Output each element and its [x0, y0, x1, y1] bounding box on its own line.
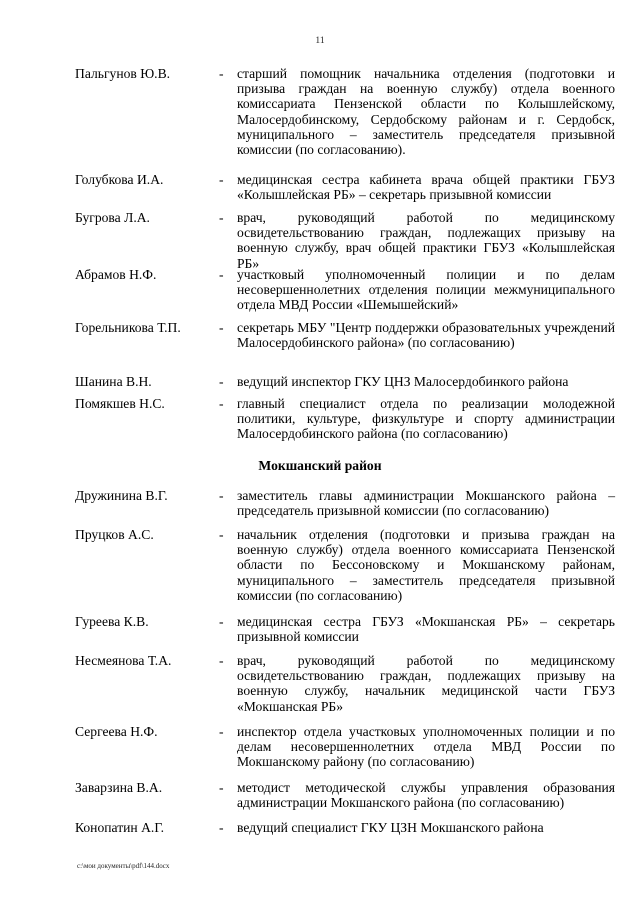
- dash-separator: -: [219, 172, 224, 187]
- person-name: Дружинина В.Г.: [75, 488, 168, 503]
- dash-separator: -: [219, 396, 224, 411]
- person-name: Заварзина В.А.: [75, 780, 163, 795]
- person-role: ведущий специалист ГКУ ЦЗН Мокшанского района: [237, 820, 544, 835]
- person-name: Абрамов Н.Ф.: [75, 267, 157, 282]
- person-name: Голубкова И.А.: [75, 172, 164, 187]
- person-role: начальник отделения (подготовки и призыва граждан на военную службу) отдела военного комиссариата Пензенской области по Бессоновскому и Мокшанскому районам, муниципального – заместитель председателя призывной комиссии (по согласованию): [237, 527, 615, 603]
- person-role: участковый уполномоченный полиции и по делам несовершеннолетних отделения полиции межмуниципального отдела МВД России «Шемышейский»: [237, 267, 615, 313]
- dash-separator: -: [219, 820, 224, 835]
- person-role: инспектор отдела участковых уполномоченных полиции и по делам несовершеннолетних отдела МВД России по Мокшанскому району (по согласованию): [237, 724, 615, 770]
- person-role: методист методической службы управления образования администрации Мокшанского района (по согласованию): [237, 780, 615, 811]
- person-role: заместитель главы администрации Мокшанского района – председатель призывной комиссии (по согласованию): [237, 488, 615, 519]
- person-name: Гуреева К.В.: [75, 614, 149, 629]
- person-name: Бугрова Л.А.: [75, 210, 150, 225]
- dash-separator: -: [219, 724, 224, 739]
- person-role: секретарь МБУ "Центр поддержки образовательных учреждений Малосердобинского района» (по согласованию): [237, 320, 615, 351]
- person-role: главный специалист отдела по реализации молодежной политики, культуре, физкультуре и спорту администрации Малосердобинского района (по согласованию): [237, 396, 615, 442]
- person-name: Конопатин А.Г.: [75, 820, 165, 835]
- dash-separator: -: [219, 780, 224, 795]
- person-name: Сергеева Н.Ф.: [75, 724, 158, 739]
- dash-separator: -: [219, 66, 224, 81]
- dash-separator: -: [219, 614, 224, 629]
- person-name: Несмеянова Т.А.: [75, 653, 172, 668]
- dash-separator: -: [219, 488, 224, 503]
- person-role: старший помощник начальника отделения (подготовки и призыва граждан на военную службу) отдела военного комиссариата Пензенской области по Колышлейскому, Малосердобинскому, Сердобскому районам и г. Сердобск, муниципального – заместитель председателя призывной комиссии (по согласованию).: [237, 66, 615, 158]
- person-name: Пальгунов Ю.В.: [75, 66, 171, 81]
- person-role: медицинская сестра кабинета врача общей практики ГБУЗ «Колышлейская РБ» – секретарь призывной комиссии: [237, 172, 615, 203]
- dash-separator: -: [219, 374, 224, 389]
- person-name: Горельникова Т.П.: [75, 320, 181, 335]
- dash-separator: -: [219, 653, 224, 668]
- person-name: Пруцков А.С.: [75, 527, 154, 542]
- footer-file-path: c:\мои документы\pdf\144.docx: [77, 862, 170, 870]
- dash-separator: -: [219, 527, 224, 542]
- dash-separator: -: [219, 320, 224, 335]
- page-number: 11: [315, 36, 325, 46]
- section-title: Мокшанский район: [258, 458, 382, 473]
- person-role: врач, руководящий работой по медицинскому освидетельствованию граждан, подлежащих призыву на военную службу, начальник медицинской части ГБУЗ «Мокшанская РБ»: [237, 653, 615, 714]
- person-role: врач, руководящий работой по медицинскому освидетельствованию граждан, подлежащих призыву на военную службу, врач общей практики ГБУЗ «Колышлейская РБ»: [237, 210, 615, 271]
- dash-separator: -: [219, 210, 224, 225]
- person-role: медицинская сестра ГБУЗ «Мокшанская РБ» – секретарь призывной комиссии: [237, 614, 615, 645]
- person-role: ведущий инспектор ГКУ ЦНЗ Малосердобинкого района: [237, 374, 569, 389]
- dash-separator: -: [219, 267, 224, 282]
- person-name: Помякшев Н.С.: [75, 396, 165, 411]
- person-name: Шанина В.Н.: [75, 374, 152, 389]
